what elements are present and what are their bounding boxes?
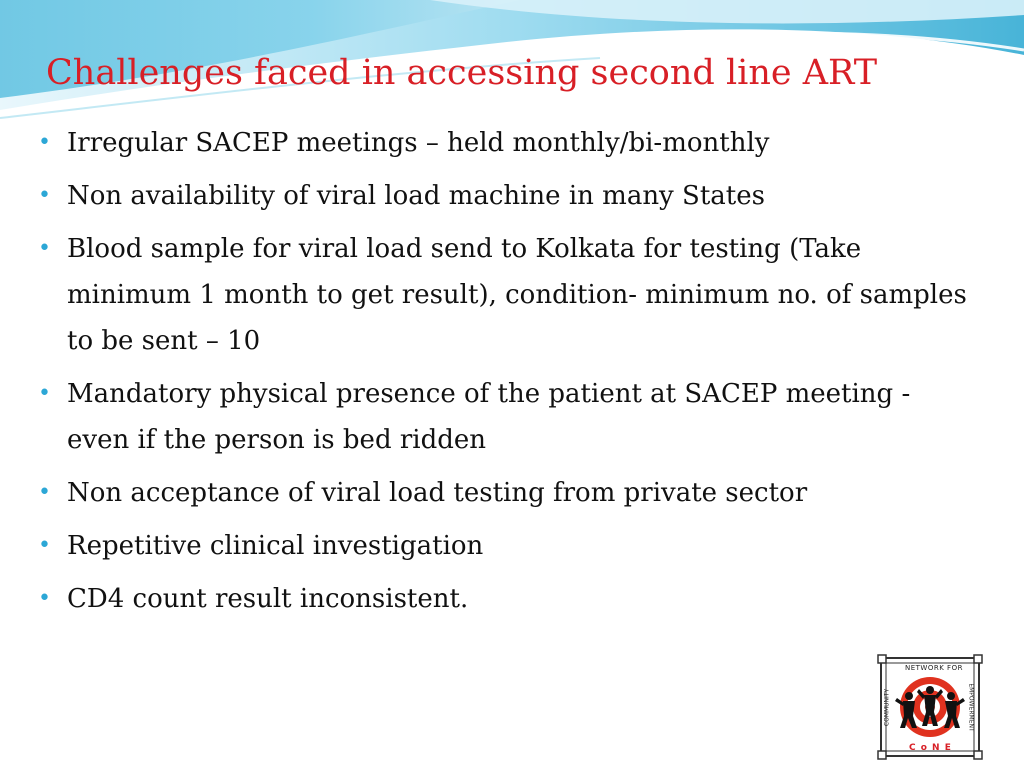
bullet-dot-icon: • [38,381,51,406]
bullet-dot-icon: • [38,533,51,558]
bullet-item [38,576,968,622]
bullet-text: Repetitive clinical investigation [67,531,484,561]
logo-top-text: NETWORK FOR [905,664,963,672]
bullet-item [38,470,968,516]
bullet-item [38,120,968,166]
bullet-item [38,371,968,463]
bullet-dot-icon: • [38,236,51,261]
logo-left-text: COMMUNITY [883,688,891,727]
bullet-text: Blood sample for viral load send to Kolkata for testing (Take minimum 1 month to get result), condition- minimum no. of samples to be sent – 10 [67,234,967,356]
bullet-dot-icon: • [38,183,51,208]
bullet-text: Non acceptance of viral load testing from private sector [67,478,808,508]
bullet-item [38,523,968,569]
bullet-dot-icon: • [38,480,51,505]
slide-title: Challenges faced in accessing second line ART [46,53,878,93]
bullet-text: Irregular SACEP meetings – held monthly/bi-monthly [67,128,770,158]
bullet-item [38,226,968,364]
cone-logo [877,654,983,760]
bullet-text: CD4 count result inconsistent. [67,584,469,614]
bullet-item [38,173,968,219]
bullet-dot-icon: • [38,130,51,155]
bullet-text: Non availability of viral load machine in many States [67,181,765,211]
bullet-dot-icon: • [38,586,51,611]
bullet-text: Mandatory physical presence of the patient at SACEP meeting - even if the person is bed ridden [67,379,911,455]
bullet-list [38,120,968,629]
logo-right-text: EMPOWERMENT [967,683,975,732]
logo-bottom-text: C o N E [909,743,952,753]
